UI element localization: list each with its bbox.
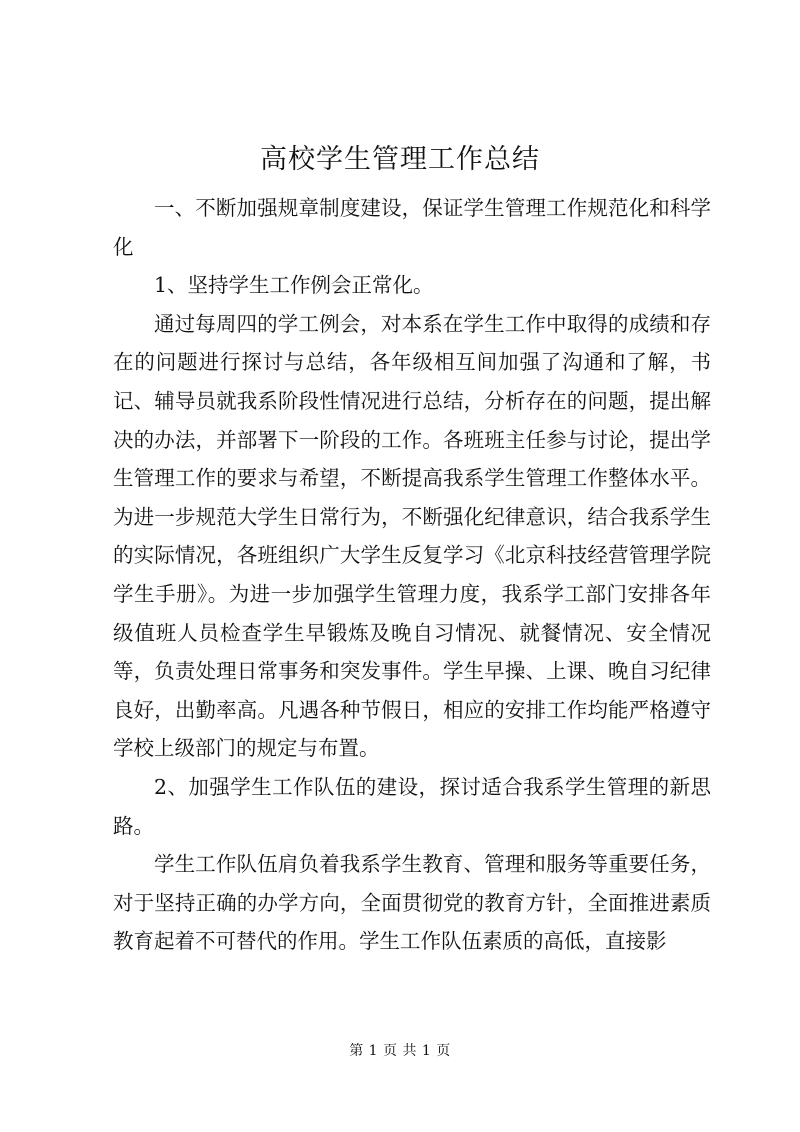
body-paragraph-1: 通过每周四的学工例会，对本系在学生工作中取得的成绩和存在的问题进行探讨与总结，各年级相互间加强了沟通和了解，书记、辅导员就我系阶段性情况进行总结，分析存在的问题，提出解决的办法，并部署下一阶段的工作。各班班主任参与讨论，提出学生管理工作的要求与希望，不断提高我系学生管理工作整体水平。为进一步规范大学生日常行为，不断强化纪律意识，结合我系学生的实际情况，各班组织广大学生反复学习《北京科技经营管理学院学生手册》。为进一步加强学生管理力度，我系学工部门安排各年级值班人员检查学生早锻炼及晚自习情况、就餐情况、安全情况等，负责处理日常事务和突发事件。学生早操、上课、晚自习纪律良好，出勤率高。凡遇各种节假日，相应的安排工作均能严格遵守学校上级部门的规定与布置。 (113, 311, 711, 761)
page-footer: 第 1 页 共 1 页 (349, 1043, 451, 1059)
subheading-2: 2、加强学生工作队伍的建设，探讨适合我系学生管理的新思路。 (113, 774, 711, 838)
document-title: 高校学生管理工作总结 (260, 144, 540, 175)
document-body (113, 189, 711, 961)
body-paragraph-2: 学生工作队伍肩负着我系学生教育、管理和服务等重要任务，对于坚持正确的办学方向，全面贯彻党的教育方针，全面推进素质教育起着不可替代的作用。学生工作队伍素质的高低，直接影 (113, 852, 711, 954)
subheading-1: 1、坚持学生工作例会正常化。 (154, 273, 434, 298)
section-heading: 一、不断加强规章制度建设，保证学生管理工作规范化和科学化 (113, 196, 711, 259)
